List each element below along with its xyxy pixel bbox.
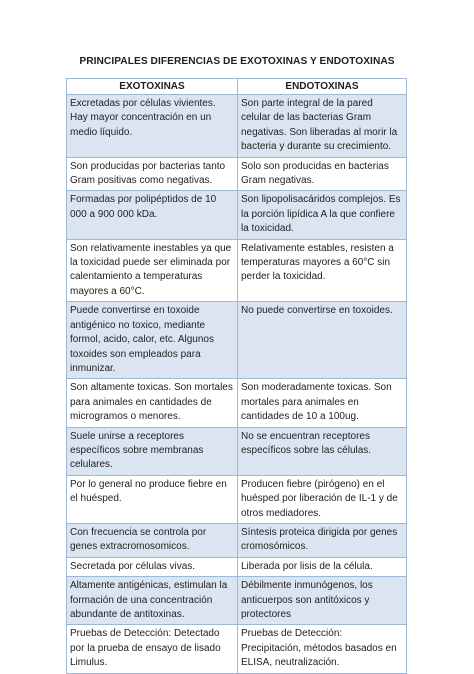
- endotoxin-cell: No puede convertirse en toxoides.: [238, 302, 407, 379]
- table-row: [67, 475, 407, 523]
- table-row: [67, 557, 407, 576]
- table-row: [67, 191, 407, 239]
- endotoxin-cell: Son lipopolisacáridos complejos. Es la porción lipídica A la que confiere la toxicidad.: [238, 191, 407, 239]
- column-header-exotoxinas: EXOTOXINAS: [67, 79, 238, 95]
- table-row: [67, 625, 407, 673]
- table-row: [67, 239, 407, 302]
- endotoxin-cell: Solo son producidas en bacterias Gram negativas.: [238, 157, 407, 191]
- table-row: [67, 302, 407, 379]
- exotoxin-cell: Son producidas por bacterias tanto Gram positivas como negativas.: [67, 157, 238, 191]
- endotoxin-cell: Débilmente inmunógenos, los anticuerpos son antitóxicos y protectores: [238, 577, 407, 625]
- table-row: [67, 379, 407, 427]
- exotoxin-cell: Por lo general no produce fiebre en el huésped.: [67, 475, 238, 523]
- exotoxin-cell: Puede convertirse en toxoide antigénico no toxico, mediante formol, acido, calor, etc. Algunos toxoides son empleados para inmunizar.: [67, 302, 238, 379]
- exotoxin-cell: Excretadas por células vivientes. Hay mayor concentración en un medio líquido.: [67, 95, 238, 158]
- exotoxin-cell: Pruebas de Detección: Detectado por la prueba de ensayo de lisado Limulus.: [67, 625, 238, 673]
- exotoxin-cell: Secretada por células vivas.: [67, 557, 238, 576]
- endotoxin-cell: Producen fiebre (pirógeno) en el huésped por liberación de IL-1 y de otros mediadores.: [238, 475, 407, 523]
- column-header-endotoxinas: ENDOTOXINAS: [238, 79, 407, 95]
- exotoxin-cell: Con frecuencia se controla por genes extracromosomicos.: [67, 523, 238, 557]
- endotoxin-cell: Síntesis proteica dirigida por genes cromosómicos.: [238, 523, 407, 557]
- table-row: [67, 157, 407, 191]
- endotoxin-cell: Liberada por lisis de la célula.: [238, 557, 407, 576]
- endotoxin-cell: No se encuentran receptores específicos sobre las células.: [238, 427, 407, 475]
- table-row: [67, 523, 407, 557]
- table-row: [67, 427, 407, 475]
- exotoxin-cell: Formadas por polipéptidos de 10 000 a 900 000 kDa.: [67, 191, 238, 239]
- document-title: PRINCIPALES DIFERENCIAS DE EXOTOXINAS Y ENDOTOXINAS: [79, 56, 395, 67]
- table-row: [67, 95, 407, 158]
- exotoxin-cell: Altamente antigénicas, estimulan la formación de una concentración abundante de antitoxinas.: [67, 577, 238, 625]
- endotoxin-cell: Son parte integral de la pared celular de las bacterias Gram negativas. Son liberadas al morir la bacteria y durante su crecimiento.: [238, 95, 407, 158]
- endotoxin-cell: Son moderadamente toxicas. Son mortales para animales en cantidades de 10 a 100ug.: [238, 379, 407, 427]
- table-row: [67, 577, 407, 625]
- endotoxin-cell: Pruebas de Detección: Precipitación, métodos basados en ELISA, neutralización.: [238, 625, 407, 673]
- exotoxin-cell: Son relativamente inestables ya que la toxicidad puede ser eliminada por calentamiento a temperaturas mayores a 60°C.: [67, 239, 238, 302]
- table-header-row: [67, 79, 407, 95]
- exotoxin-cell: Son altamente toxicas. Son mortales para animales en cantidades de microgramos o menores.: [67, 379, 238, 427]
- comparison-table: [66, 78, 407, 674]
- endotoxin-cell: Relativamente estables, resisten a temperaturas mayores a 60°C sin perder la toxicidad.: [238, 239, 407, 302]
- exotoxin-cell: Suele unirse a receptores específicos sobre membranas celulares.: [67, 427, 238, 475]
